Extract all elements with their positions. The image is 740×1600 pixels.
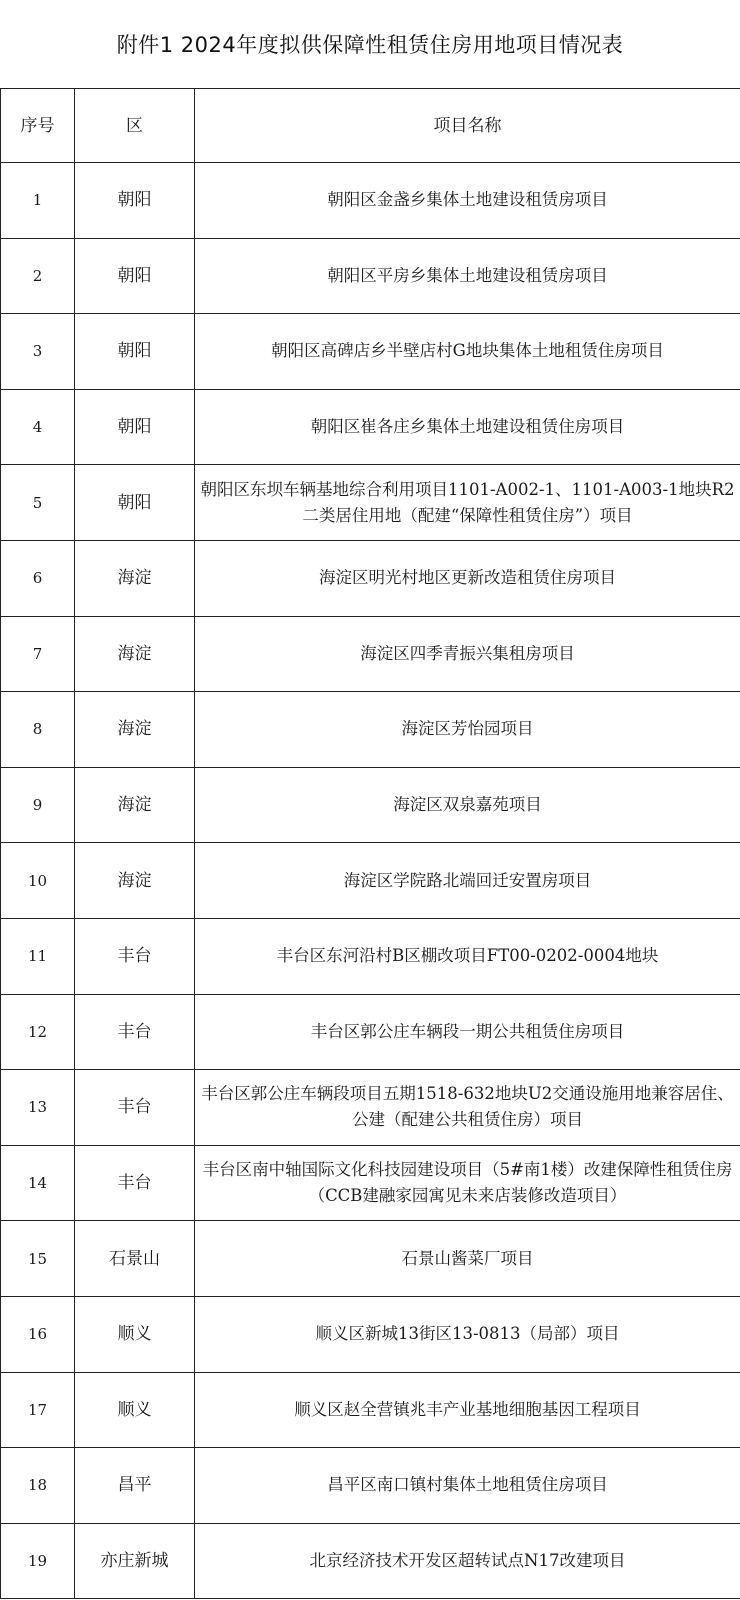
row-number: 3 xyxy=(1,314,75,390)
row-district: 朝阳 xyxy=(75,163,195,239)
row-project-name: 昌平区南口镇村集体土地租赁住房项目 xyxy=(195,1448,740,1524)
table-row xyxy=(1,767,740,843)
row-project-name: 朝阳区高碑店乡半壁店村G地块集体土地租赁住房项目 xyxy=(195,314,740,390)
row-number: 2 xyxy=(1,238,75,314)
row-number: 19 xyxy=(1,1523,75,1599)
row-project-name: 丰台区郭公庄车辆段一期公共租赁住房项目 xyxy=(195,994,740,1070)
table-row xyxy=(1,1296,740,1372)
row-district: 海淀 xyxy=(75,692,195,768)
header-district: 区 xyxy=(75,89,195,163)
row-district: 海淀 xyxy=(75,540,195,616)
table-row xyxy=(1,314,740,390)
row-district: 顺义 xyxy=(75,1296,195,1372)
row-district: 丰台 xyxy=(75,1070,195,1146)
row-project-name: 北京经济技术开发区超转试点N17改建项目 xyxy=(195,1523,740,1599)
table-body xyxy=(1,163,740,1599)
header-number: 序号 xyxy=(1,89,75,163)
row-number: 16 xyxy=(1,1296,75,1372)
table-row xyxy=(1,540,740,616)
row-project-name: 海淀区学院路北端回迁安置房项目 xyxy=(195,843,740,919)
row-number: 18 xyxy=(1,1448,75,1524)
table-row xyxy=(1,1523,740,1599)
row-project-name: 顺义区赵全营镇兆丰产业基地细胞基因工程项目 xyxy=(195,1372,740,1448)
table-row xyxy=(1,389,740,465)
projects-table xyxy=(0,88,740,1599)
row-number: 14 xyxy=(1,1145,75,1221)
row-district: 朝阳 xyxy=(75,465,195,541)
table-row xyxy=(1,238,740,314)
table-row xyxy=(1,692,740,768)
row-project-name: 顺义区新城13街区13-0813（局部）项目 xyxy=(195,1296,740,1372)
document-title: 附件1 2024年度拟供保障性租赁住房用地项目情况表 xyxy=(116,33,624,57)
row-project-name: 朝阳区金盏乡集体土地建设租赁房项目 xyxy=(195,163,740,239)
table-row xyxy=(1,918,740,994)
table-row xyxy=(1,616,740,692)
table-row xyxy=(1,1070,740,1146)
row-number: 11 xyxy=(1,918,75,994)
row-project-name: 朝阳区平房乡集体土地建设租赁房项目 xyxy=(195,238,740,314)
header-project-name: 项目名称 xyxy=(195,89,740,163)
row-number: 1 xyxy=(1,163,75,239)
row-number: 15 xyxy=(1,1221,75,1297)
row-district: 昌平 xyxy=(75,1448,195,1524)
row-number: 6 xyxy=(1,540,75,616)
row-number: 8 xyxy=(1,692,75,768)
table-row xyxy=(1,994,740,1070)
table-row xyxy=(1,1221,740,1297)
row-district: 亦庄新城 xyxy=(75,1523,195,1599)
table-row xyxy=(1,1372,740,1448)
row-project-name: 丰台区南中轴国际文化科技园建设项目（5#南1楼）改建保障性租赁住房（CCB建融家园寓见未来店装修改造项目） xyxy=(195,1145,740,1221)
row-district: 顺义 xyxy=(75,1372,195,1448)
row-district: 朝阳 xyxy=(75,238,195,314)
row-project-name: 石景山酱菜厂项目 xyxy=(195,1221,740,1297)
row-project-name: 海淀区双泉嘉苑项目 xyxy=(195,767,740,843)
row-number: 5 xyxy=(1,465,75,541)
table-row xyxy=(1,1145,740,1221)
row-district: 海淀 xyxy=(75,616,195,692)
row-number: 10 xyxy=(1,843,75,919)
row-number: 12 xyxy=(1,994,75,1070)
table-header-row xyxy=(1,89,740,163)
row-number: 13 xyxy=(1,1070,75,1146)
row-project-name: 海淀区四季青振兴集租房项目 xyxy=(195,616,740,692)
table-row xyxy=(1,1448,740,1524)
row-number: 4 xyxy=(1,389,75,465)
row-district: 朝阳 xyxy=(75,389,195,465)
row-number: 9 xyxy=(1,767,75,843)
row-district: 朝阳 xyxy=(75,314,195,390)
row-number: 7 xyxy=(1,616,75,692)
row-project-name: 丰台区东河沿村B区棚改项目FT00-0202-0004地块 xyxy=(195,918,740,994)
row-district: 丰台 xyxy=(75,918,195,994)
table-row xyxy=(1,163,740,239)
row-project-name: 朝阳区东坝车辆基地综合利用项目1101-A002-1、1101-A003-1地块R2二类居住用地（配建“保障性租赁住房”）项目 xyxy=(195,465,740,541)
row-project-name: 丰台区郭公庄车辆段项目五期1518-632地块U2交通设施用地兼容居住、公建（配建公共租赁住房）项目 xyxy=(195,1070,740,1146)
row-district: 丰台 xyxy=(75,1145,195,1221)
row-district: 海淀 xyxy=(75,843,195,919)
row-project-name: 海淀区明光村地区更新改造租赁住房项目 xyxy=(195,540,740,616)
table-row xyxy=(1,843,740,919)
row-number: 17 xyxy=(1,1372,75,1448)
row-district: 丰台 xyxy=(75,994,195,1070)
row-project-name: 朝阳区崔各庄乡集体土地建设租赁住房项目 xyxy=(195,389,740,465)
row-district: 海淀 xyxy=(75,767,195,843)
row-district: 石景山 xyxy=(75,1221,195,1297)
table-row xyxy=(1,465,740,541)
row-project-name: 海淀区芳怡园项目 xyxy=(195,692,740,768)
